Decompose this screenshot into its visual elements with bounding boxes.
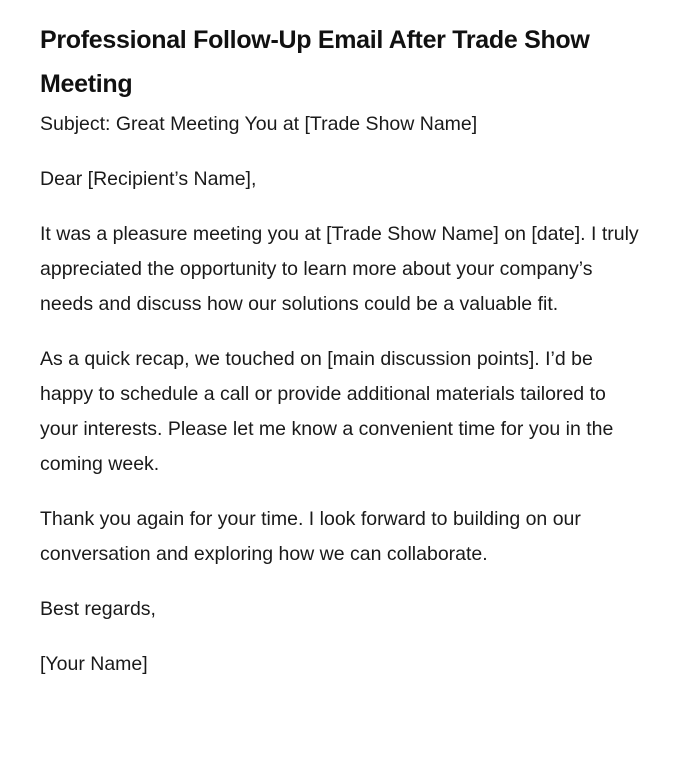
email-paragraph-3: Thank you again for your time. I look forward to building on our conversation and exploring how we can collaborate. (40, 508, 581, 565)
document-title: Professional Follow-Up Email After Trade Show Meeting (40, 26, 590, 98)
email-closing: Best regards, (40, 598, 156, 620)
email-paragraph-2: As a quick recap, we touched on [main discussion points]. I’d be happy to schedule a call or provide additional materials tailored to your interests. Please let me know a convenient time for you in the coming week. (40, 348, 614, 475)
email-paragraph-1: It was a pleasure meeting you at [Trade Show Name] on [date]. I truly appreciated the opportunity to learn more about your company’s needs and discuss how our solutions could be a valuable fit. (40, 223, 639, 315)
email-signature: [Your Name] (40, 653, 148, 675)
email-subject: Subject: Great Meeting You at [Trade Show Name] (40, 113, 478, 135)
email-greeting: Dear [Recipient’s Name], (40, 168, 257, 190)
